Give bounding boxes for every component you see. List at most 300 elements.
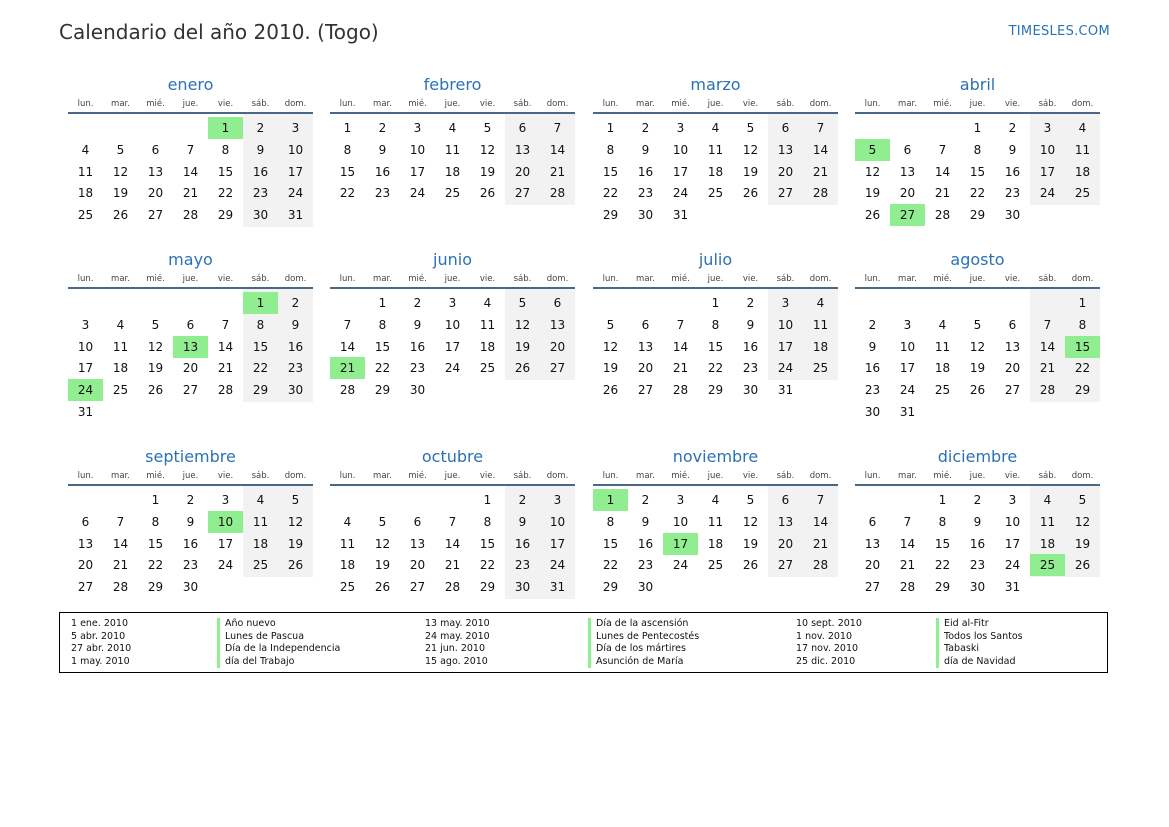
day-cell: 9 <box>186 514 195 529</box>
month-name: mayo <box>168 250 213 269</box>
weekday-header: jue. <box>182 99 199 109</box>
day-cell: 14 <box>672 339 689 354</box>
day-cell: 2 <box>186 493 195 507</box>
day-cell: 8 <box>151 514 160 529</box>
day-cell: 17 <box>77 361 94 376</box>
month-diciembre <box>855 447 1100 637</box>
day-cell: 28 <box>672 383 689 398</box>
day-cell: 18 <box>77 186 94 201</box>
day-cell: 22 <box>479 558 496 573</box>
day-cell: 7 <box>816 493 825 507</box>
day-cell: 1 <box>711 296 720 310</box>
holiday-date: 25 dic. 2010 <box>796 655 856 667</box>
day-cell: 20 <box>514 164 531 179</box>
day-cell: 5 <box>746 493 755 507</box>
month-name: abril <box>959 75 996 94</box>
weekday-header: mié. <box>408 99 427 109</box>
day-cell: 26 <box>742 558 759 573</box>
day-cell: 26 <box>287 558 304 573</box>
day-cell: 18 <box>812 339 829 354</box>
day-cell: 8 <box>711 317 720 332</box>
holiday-name: Tabaski <box>944 643 979 655</box>
day-cell: 2 <box>413 296 422 310</box>
weekday-header: sáb. <box>776 471 795 481</box>
day-cell: 18 <box>252 536 269 551</box>
weekday-header: dom. <box>809 99 832 109</box>
day-cell: 12 <box>112 164 129 179</box>
day-cell: 1 <box>343 121 352 135</box>
month-enero <box>68 75 313 265</box>
holiday-date: 1 ene. 2010 <box>71 618 128 629</box>
weekday-header: lun. <box>602 274 619 284</box>
day-cell: 6 <box>781 121 790 135</box>
day-cell: 23 <box>637 558 654 573</box>
day-cell: 2 <box>746 296 755 310</box>
day-cell: 12 <box>742 142 759 157</box>
month-agosto <box>855 250 1100 440</box>
day-cell: 13 <box>777 514 794 529</box>
day-cell: 18 <box>934 361 951 376</box>
weekday-header: vie. <box>742 274 759 284</box>
day-cell: 22 <box>147 558 164 573</box>
day-cell: 24 <box>409 186 426 201</box>
day-cell: 8 <box>606 514 615 529</box>
day-cell: 28 <box>444 580 461 595</box>
day-cell: 4 <box>483 296 492 310</box>
day-cell: 24 <box>672 558 689 573</box>
day-cell: 6 <box>553 296 562 310</box>
holiday-day: 24 <box>68 379 103 401</box>
holiday-day: 17 <box>663 533 698 555</box>
day-cell: 21 <box>1039 361 1056 376</box>
weekday-header: lun. <box>77 99 94 109</box>
day-cell: 21 <box>672 361 689 376</box>
day-cell: 17 <box>409 164 426 179</box>
day-cell: 9 <box>291 317 300 332</box>
day-cell: 11 <box>112 339 129 354</box>
day-cell: 11 <box>1039 514 1056 529</box>
day-cell: 20 <box>409 558 426 573</box>
weekday-header: mié. <box>933 274 952 284</box>
weekday-header: mar. <box>373 471 392 481</box>
day-cell: 15 <box>602 536 619 551</box>
day-cell: 19 <box>514 339 531 354</box>
day-cell: 29 <box>217 208 234 223</box>
day-cell: 13 <box>899 164 916 179</box>
day-cell: 7 <box>553 121 562 135</box>
day-cell: 9 <box>378 142 387 157</box>
day-cell: 4 <box>816 296 825 310</box>
day-cell: 26 <box>479 186 496 201</box>
day-cell: 26 <box>147 383 164 398</box>
site-link[interactable]: TIMESLES.COM <box>1008 24 1110 39</box>
month-name: noviembre <box>672 447 759 466</box>
day-cell: 29 <box>969 208 986 223</box>
weekday-header: mié. <box>146 274 165 284</box>
day-cell: 10 <box>672 142 689 157</box>
day-cell: 26 <box>602 383 619 398</box>
day-cell: 17 <box>549 536 566 551</box>
day-cell: 22 <box>602 558 619 573</box>
day-cell: 14 <box>1039 339 1056 354</box>
day-cell: 23 <box>969 558 986 573</box>
day-cell: 5 <box>973 317 982 332</box>
day-cell: 31 <box>672 208 689 223</box>
day-cell: 31 <box>549 580 566 595</box>
day-cell: 7 <box>903 514 912 529</box>
day-cell: 27 <box>637 383 654 398</box>
weekday-header: dom. <box>809 274 832 284</box>
day-cell: 17 <box>287 164 304 179</box>
month-name: febrero <box>423 75 482 94</box>
weekday-header: sáb. <box>513 471 532 481</box>
weekday-header: sáb. <box>251 274 270 284</box>
day-cell: 27 <box>77 580 94 595</box>
day-cell: 16 <box>864 361 881 376</box>
day-cell: 6 <box>1008 317 1017 332</box>
day-cell: 30 <box>637 580 654 595</box>
day-cell: 1 <box>483 493 492 507</box>
day-cell: 4 <box>116 317 125 332</box>
day-cell: 20 <box>864 558 881 573</box>
day-cell: 30 <box>182 580 199 595</box>
day-cell: 10 <box>409 142 426 157</box>
day-cell: 4 <box>343 514 352 529</box>
day-cell: 22 <box>252 361 269 376</box>
day-cell: 21 <box>899 558 916 573</box>
holiday-date: 15 ago. 2010 <box>425 655 488 667</box>
day-cell: 9 <box>256 142 265 157</box>
holiday-day: 10 <box>208 511 243 533</box>
day-cell: 23 <box>182 558 199 573</box>
day-cell: 12 <box>1074 514 1091 529</box>
day-cell: 1 <box>1078 296 1087 310</box>
holiday-date: 24 may. 2010 <box>425 630 490 642</box>
day-cell: 2 <box>291 296 300 310</box>
day-cell: 3 <box>676 121 685 135</box>
day-cell: 11 <box>444 142 461 157</box>
day-cell: 9 <box>641 514 650 529</box>
day-cell: 12 <box>479 142 496 157</box>
weekday-header: jue. <box>182 471 199 481</box>
day-cell: 13 <box>777 142 794 157</box>
day-cell: 11 <box>252 514 269 529</box>
day-cell: 9 <box>413 317 422 332</box>
day-cell: 18 <box>1074 164 1091 179</box>
day-cell: 16 <box>637 164 654 179</box>
day-cell: 14 <box>217 339 234 354</box>
day-cell: 13 <box>864 536 881 551</box>
day-cell: 17 <box>1039 164 1056 179</box>
day-cell: 16 <box>1004 164 1021 179</box>
weekday-header: vie. <box>479 99 496 109</box>
weekday-header: dom. <box>1071 471 1094 481</box>
day-cell: 27 <box>777 186 794 201</box>
day-cell: 10 <box>1004 514 1021 529</box>
day-cell: 2 <box>256 121 265 135</box>
day-cell: 14 <box>549 142 566 157</box>
day-cell: 28 <box>182 208 199 223</box>
weekday-header: lun. <box>77 471 94 481</box>
day-cell: 28 <box>812 558 829 573</box>
weekday-header: mié. <box>933 471 952 481</box>
day-cell: 2 <box>378 121 387 135</box>
day-cell: 29 <box>1074 383 1091 398</box>
day-cell: 30 <box>864 405 881 419</box>
weekday-header: sáb. <box>776 99 795 109</box>
holiday-date: 13 may. 2010 <box>425 618 490 629</box>
weekday-header: dom. <box>284 471 307 481</box>
weekday-header: dom. <box>809 471 832 481</box>
day-cell: 26 <box>969 383 986 398</box>
weekday-header: mar. <box>111 274 130 284</box>
day-cell: 10 <box>77 339 94 354</box>
weekday-header: mar. <box>636 99 655 109</box>
month-septiembre <box>68 447 313 637</box>
day-cell: 8 <box>483 514 492 529</box>
day-cell: 24 <box>899 383 916 398</box>
holiday-date: 10 sept. 2010 <box>796 618 862 629</box>
day-cell: 19 <box>864 186 881 201</box>
day-cell: 3 <box>903 317 912 332</box>
holiday-legend <box>59 612 1108 673</box>
day-cell: 14 <box>182 164 199 179</box>
day-cell: 21 <box>182 186 199 201</box>
weekday-header: lun. <box>864 99 881 109</box>
day-cell: 27 <box>777 558 794 573</box>
day-cell: 16 <box>514 536 531 551</box>
day-cell: 29 <box>707 383 724 398</box>
day-cell: 22 <box>934 558 951 573</box>
day-cell: 9 <box>973 514 982 529</box>
day-cell: 1 <box>606 121 615 135</box>
day-cell: 25 <box>444 186 461 201</box>
weekday-header: lun. <box>339 471 356 481</box>
day-cell: 3 <box>413 121 422 135</box>
day-cell: 11 <box>812 317 829 332</box>
day-cell: 23 <box>864 383 881 398</box>
holiday-name: Lunes de Pentecostés <box>596 630 700 642</box>
day-cell: 10 <box>287 142 304 157</box>
day-cell: 7 <box>676 317 685 332</box>
day-cell: 1 <box>973 121 982 135</box>
holiday-day: 25 <box>1030 554 1065 576</box>
day-cell: 29 <box>479 580 496 595</box>
day-cell: 12 <box>147 339 164 354</box>
weekday-header: vie. <box>217 274 234 284</box>
weekday-header: jue. <box>444 471 461 481</box>
weekday-header: dom. <box>1071 99 1094 109</box>
day-cell: 19 <box>287 536 304 551</box>
day-cell: 6 <box>186 317 195 332</box>
day-cell: 3 <box>1043 121 1052 135</box>
weekday-header: mié. <box>146 99 165 109</box>
day-cell: 5 <box>606 317 615 332</box>
weekday-header: mié. <box>408 471 427 481</box>
weekday-header: vie. <box>1004 471 1021 481</box>
day-cell: 7 <box>221 317 230 332</box>
day-cell: 5 <box>151 317 160 332</box>
weekday-header: jue. <box>182 274 199 284</box>
weekday-header: mar. <box>111 471 130 481</box>
day-cell: 25 <box>1074 186 1091 201</box>
day-cell: 11 <box>934 339 951 354</box>
day-cell: 13 <box>409 536 426 551</box>
day-cell: 8 <box>606 142 615 157</box>
day-cell: 4 <box>938 317 947 332</box>
day-cell: 17 <box>777 339 794 354</box>
day-cell: 20 <box>147 186 164 201</box>
day-cell: 18 <box>479 339 496 354</box>
day-cell: 12 <box>287 514 304 529</box>
day-cell: 29 <box>934 580 951 595</box>
weekday-header: sáb. <box>1038 99 1057 109</box>
day-cell: 11 <box>707 514 724 529</box>
weekday-header: lun. <box>602 99 619 109</box>
day-cell: 16 <box>742 339 759 354</box>
day-cell: 9 <box>1008 142 1017 157</box>
day-cell: 2 <box>641 493 650 507</box>
day-cell: 31 <box>1004 580 1021 595</box>
weekday-header: mar. <box>898 99 917 109</box>
day-cell: 23 <box>252 186 269 201</box>
day-cell: 7 <box>186 142 195 157</box>
day-cell: 28 <box>217 383 234 398</box>
weekday-header: jue. <box>969 99 986 109</box>
weekday-header: dom. <box>284 99 307 109</box>
day-cell: 15 <box>479 536 496 551</box>
day-cell: 28 <box>812 186 829 201</box>
day-cell: 23 <box>1004 186 1021 201</box>
day-cell: 10 <box>899 339 916 354</box>
weekday-header: sáb. <box>251 471 270 481</box>
weekday-header: jue. <box>969 471 986 481</box>
holiday-day: 27 <box>890 204 925 226</box>
day-cell: 28 <box>112 580 129 595</box>
weekday-header: lun. <box>864 274 881 284</box>
day-cell: 22 <box>339 186 356 201</box>
day-cell: 17 <box>1004 536 1021 551</box>
day-cell: 14 <box>812 142 829 157</box>
day-cell: 22 <box>1074 361 1091 376</box>
day-cell: 19 <box>374 558 391 573</box>
day-cell: 5 <box>746 121 755 135</box>
day-cell: 8 <box>256 317 265 332</box>
day-cell: 9 <box>746 317 755 332</box>
day-cell: 24 <box>287 186 304 201</box>
weekday-header: dom. <box>546 99 569 109</box>
day-cell: 27 <box>864 580 881 595</box>
day-cell: 26 <box>514 361 531 376</box>
day-cell: 6 <box>641 317 650 332</box>
day-cell: 23 <box>637 186 654 201</box>
day-cell: 24 <box>672 186 689 201</box>
holiday-day: 13 <box>173 336 208 358</box>
holiday-dates <box>796 618 926 668</box>
day-cell: 3 <box>81 317 90 332</box>
day-cell: 25 <box>112 383 129 398</box>
weekday-header: mar. <box>898 471 917 481</box>
day-cell: 31 <box>287 208 304 223</box>
month-name: diciembre <box>937 447 1018 466</box>
weekday-header: lun. <box>339 99 356 109</box>
day-cell: 30 <box>637 208 654 223</box>
day-cell: 15 <box>934 536 951 551</box>
day-cell: 14 <box>444 536 461 551</box>
day-cell: 12 <box>514 317 531 332</box>
day-cell: 6 <box>868 514 877 529</box>
day-cell: 11 <box>479 317 496 332</box>
day-cell: 29 <box>374 383 391 398</box>
day-cell: 20 <box>549 339 566 354</box>
holiday-names <box>936 618 1023 668</box>
day-cell: 20 <box>182 361 199 376</box>
day-cell: 17 <box>672 164 689 179</box>
day-cell: 1 <box>378 296 387 310</box>
month-name: octubre <box>421 447 484 466</box>
weekday-header: mié. <box>408 274 427 284</box>
day-cell: 18 <box>339 558 356 573</box>
day-cell: 27 <box>1004 383 1021 398</box>
day-cell: 24 <box>549 558 566 573</box>
weekday-header: mar. <box>898 274 917 284</box>
month-name: julio <box>698 250 733 269</box>
day-cell: 24 <box>1004 558 1021 573</box>
month-noviembre <box>593 447 838 637</box>
weekday-header: vie. <box>217 99 234 109</box>
day-cell: 14 <box>339 339 356 354</box>
day-cell: 14 <box>899 536 916 551</box>
holiday-dates <box>71 618 201 668</box>
weekday-header: lun. <box>602 471 619 481</box>
day-cell: 15 <box>707 339 724 354</box>
day-cell: 23 <box>409 361 426 376</box>
day-cell: 16 <box>287 339 304 354</box>
day-cell: 11 <box>339 536 356 551</box>
day-cell: 9 <box>518 514 527 529</box>
day-cell: 6 <box>518 121 527 135</box>
day-cell: 14 <box>934 164 951 179</box>
day-cell: 15 <box>339 164 356 179</box>
day-cell: 5 <box>1078 493 1087 507</box>
holiday-day: 15 <box>1065 336 1100 358</box>
weekday-header: mié. <box>146 471 165 481</box>
day-cell: 21 <box>812 536 829 551</box>
day-cell: 4 <box>448 121 457 135</box>
day-cell: 8 <box>973 142 982 157</box>
day-cell: 10 <box>444 317 461 332</box>
day-cell: 15 <box>969 164 986 179</box>
month-name: agosto <box>950 250 1005 269</box>
day-cell: 13 <box>549 317 566 332</box>
weekday-header: dom. <box>284 274 307 284</box>
day-cell: 7 <box>343 317 352 332</box>
weekday-header: mié. <box>671 99 690 109</box>
holiday-name: día de Navidad <box>944 655 1016 667</box>
month-abril <box>855 75 1100 265</box>
day-cell: 7 <box>816 121 825 135</box>
day-cell: 7 <box>938 142 947 157</box>
day-cell: 16 <box>252 164 269 179</box>
day-cell: 25 <box>812 361 829 376</box>
weekday-header: sáb. <box>1038 274 1057 284</box>
day-cell: 18 <box>444 164 461 179</box>
weekday-header: mié. <box>933 99 952 109</box>
day-cell: 26 <box>1074 558 1091 573</box>
day-cell: 1 <box>151 493 160 507</box>
day-cell: 18 <box>707 536 724 551</box>
day-cell: 23 <box>514 558 531 573</box>
